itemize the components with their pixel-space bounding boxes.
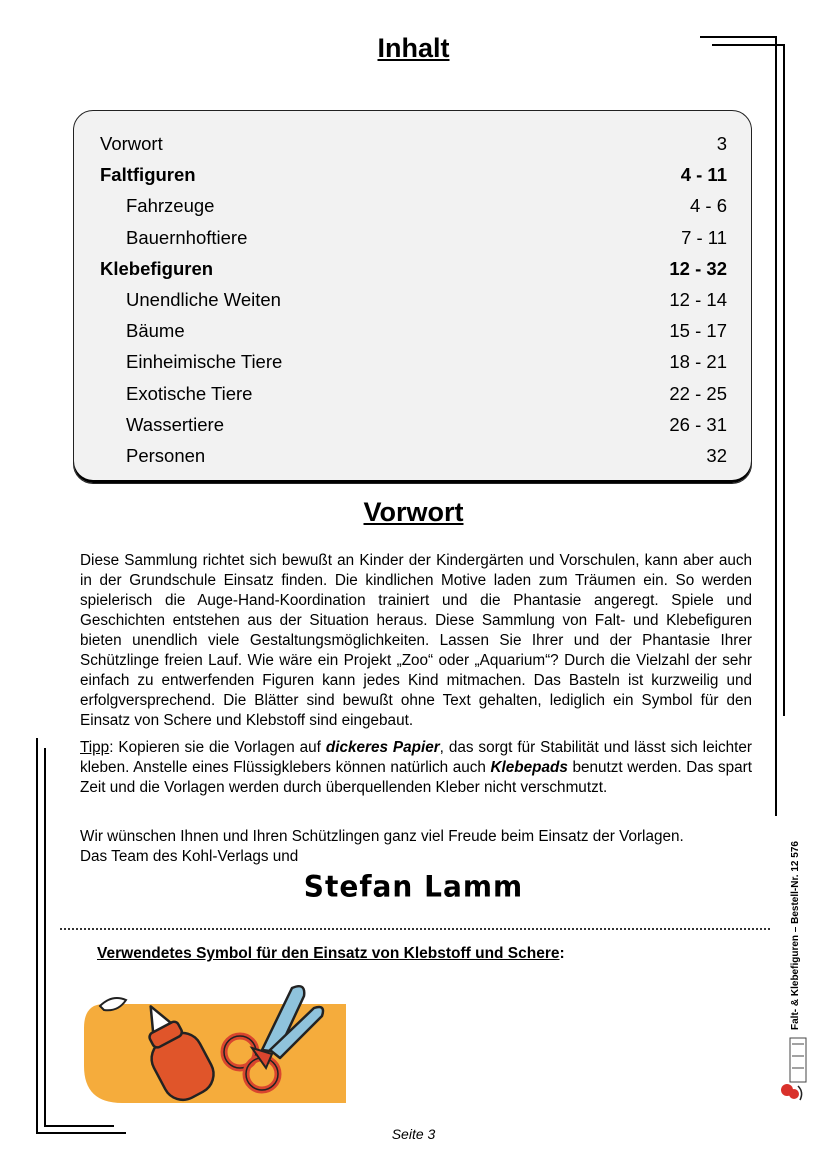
closing-paragraph [80,827,752,867]
toc-entry-title: Fahrzeuge [126,195,215,217]
toc-entry-title: Unendliche Weiten [126,289,281,310]
toc-entry-pages: 32 [706,445,727,466]
tip-text: , das sorgt für Stabilität und lässt sich leichter kleben. Anstelle eines Flüssigklebers können natürlich auch [80,739,752,776]
toc-entry-pages: 12 - 14 [669,289,727,310]
toc-entry-title: Einheimische Tiere [126,351,283,373]
toc-entry-title: Klebefiguren [100,257,214,279]
toc-entry-title: Wassertiere [126,413,225,435]
page-number: Seite 3 [391,1126,436,1142]
toc-entry [74,414,751,442]
toc-entry-pages: 4 - 6 [689,195,727,217]
toc-entry-pages: 3 [716,133,727,154]
toc-entry [74,227,751,255]
toc-entry [74,258,751,286]
tip-paragraph [80,738,752,798]
side-label: Falt- & Klebefiguren – Bestell-Nr. 12 576 [790,841,801,1030]
symbol-caption-text: Verwendetes Symbol für den Einsatz von Klebstoff und Schere [97,945,560,962]
glue-scissors-icon [82,978,348,1103]
corner-line [36,738,38,1134]
toc-entry-title: Exotische Tiere [126,382,253,404]
toc-entry-title: Bäume [126,320,185,342]
corner-line [783,44,785,716]
toc-entry [74,289,751,317]
toc-entry [74,445,751,473]
toc-entry-title: Vorwort [100,133,163,154]
symbol-caption [97,945,565,963]
toc-entry-pages: 22 - 25 [669,382,727,404]
toc-entry [74,164,751,192]
toc-entry-pages: 18 - 21 [669,351,727,373]
tip-emphasis: dickeres Papier [325,739,440,756]
dotted-divider [60,928,770,930]
toc-entry [74,133,751,161]
toc-entry-pages: 12 - 32 [669,257,727,279]
toc-entry-pages: 4 - 11 [680,164,727,186]
closing-line: Das Team des Kohl-Verlags und [80,848,299,865]
preface-text: Diese Sammlung richtet sich bewußt an Kinder der Kindergärten und Vorschulen, kann aber auch in der Grundschule Einsatz finden. Die kindlichen Motive laden zum Träumen ein. So werden spielerisch die Auge-Hand-Koordination trainiert und die Phantasie angeregt. Spiele und Geschichten entstehen aus der Situation heraus. Diese Sammlung von Falt- und Klebefiguren bieten unendlich viele Gestaltungsmöglichkeiten. Lassen Sie Ihrer und der Phantasie Ihrer Schützlinge freien Lauf. Wie wäre ein Projekt „Zoo“ oder „Aquarium“? Durch die Vielzahl der sehr einfach zu entwerfenden Figuren kann jedes Kind mitmachen. Das Basteln ist kurzweilig und erfolgversprechend. Die Blätter sind bewußt ohne Text gehalten, lediglich ein Symbol für den Einsatz von Schere und Klebstoff sind eingebaut. [80,552,752,729]
corner-line [775,36,777,816]
toc-entry [74,195,751,223]
signature: Stefan Lamm [303,869,524,904]
tip-label: Tipp [80,739,110,756]
table-of-contents [73,110,752,484]
toc-entry-title: Personen [126,445,206,466]
toc-entry [74,351,751,379]
publisher-logo-icon [778,1036,808,1102]
toc-entry-pages: 15 - 17 [669,320,727,342]
tip-text: : Kopieren sie die Vorlagen auf [109,739,326,756]
toc-entry-pages: 7 - 11 [681,226,727,248]
symbol-caption-colon: : [559,945,565,962]
tip-text: benutzt werden. Das spart Zeit und die Vorlagen werden durch überquellenden Kleber nicht verschmutzt. [80,759,752,796]
contents-heading: Inhalt [377,33,450,63]
toc-entry-title: Bauernhoftiere [126,226,248,248]
corner-line [44,748,46,1126]
toc-entry-pages: 26 - 31 [669,413,727,435]
tip-emphasis: Klebepads [490,759,568,776]
preface-paragraph [80,551,752,731]
toc-entry-title: Faltfiguren [100,164,196,186]
toc-entry [74,320,751,348]
preface-heading: Vorwort [363,497,464,527]
closing-line: Wir wünschen Ihnen und Ihren Schützlingen ganz viel Freude beim Einsatz der Vorlagen. [80,828,684,845]
toc-entry [74,383,751,411]
